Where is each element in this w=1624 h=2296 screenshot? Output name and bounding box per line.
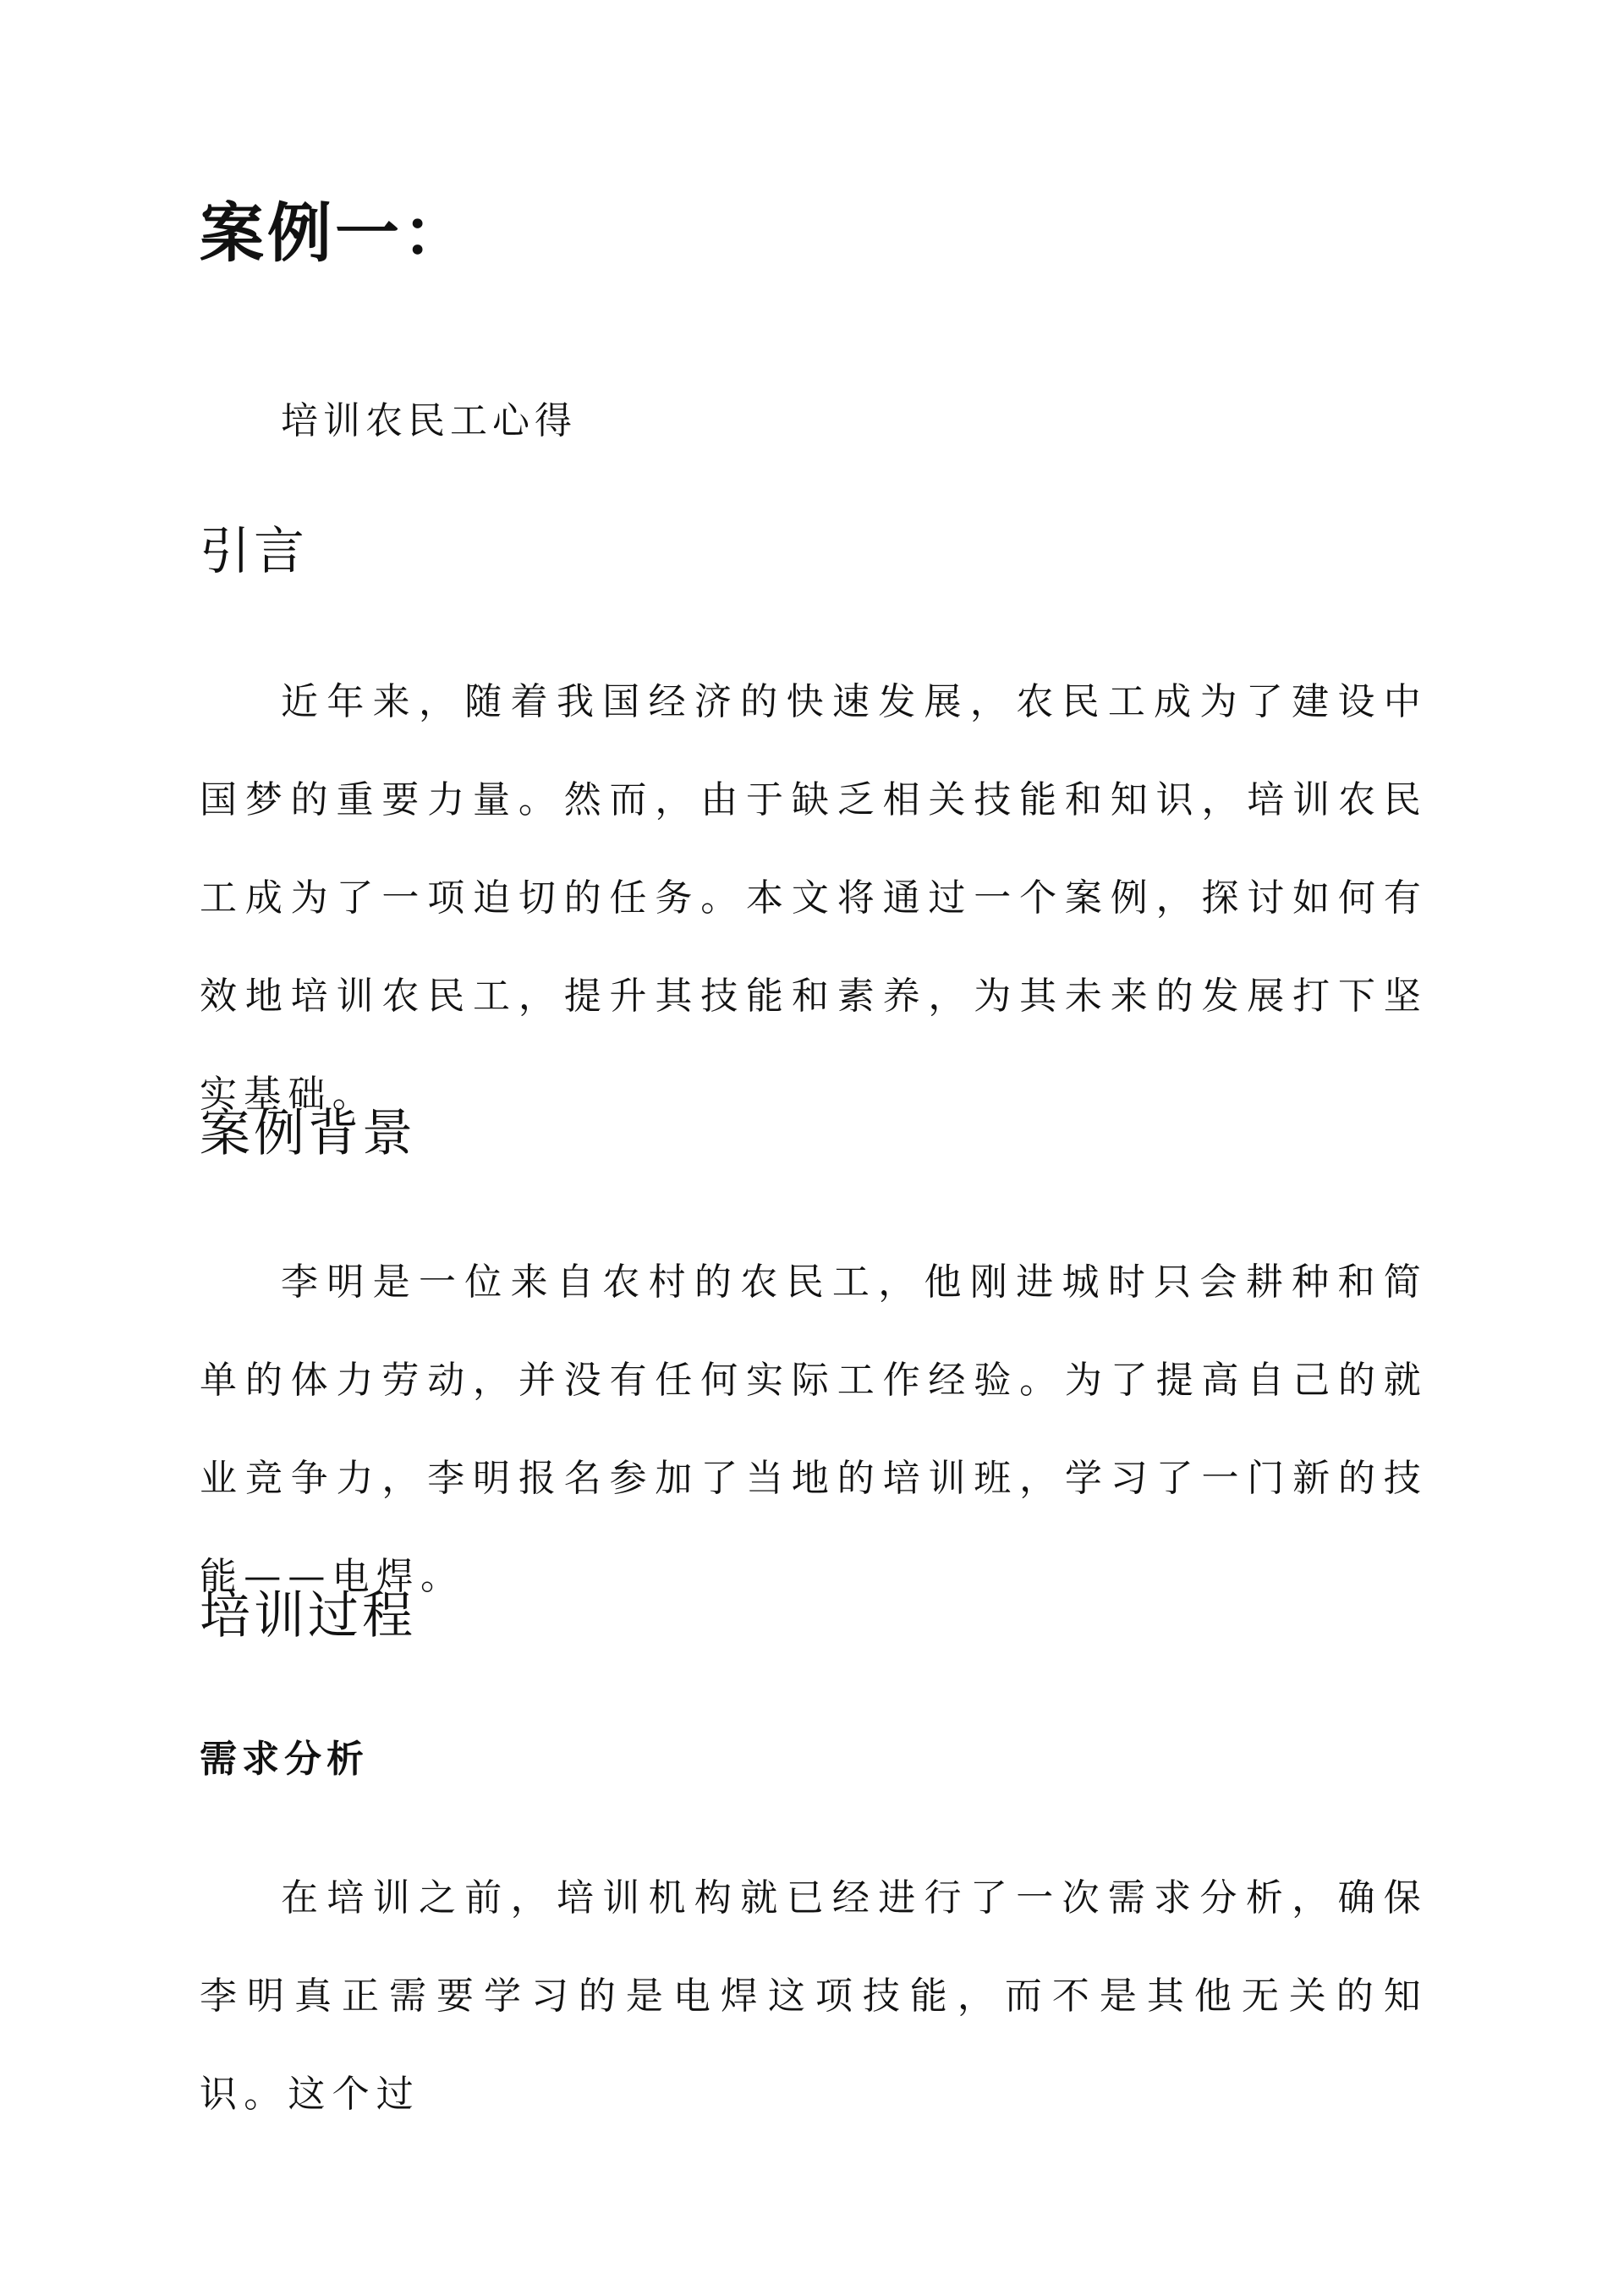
section-heading-introduction: 引言 <box>200 522 308 581</box>
document-title: 案例一： <box>200 195 470 271</box>
section-heading-background: 案例背景 <box>200 1104 416 1163</box>
section-paragraph-introduction: 近年来，随着我国经济的快速发展，农民工成为了建设中国梦的重要力量。然而，由于缺乏相关技能和知识，培训农民工成为了一项迫切的任务。本文将通过一个案例，探讨如何有效地培训农民工，提升其技能和素养，为其未来的发展打下坚实基础。 <box>200 680 1428 1116</box>
subsection-heading-needs-analysis: 需求分析 <box>200 1738 369 1781</box>
section-heading-training-process: 培训过程 <box>200 1586 416 1645</box>
section-paragraph-background: 李明是一位来自农村的农民工，他刚进城时只会耕种和简单的体力劳动，并没有任何实际工作经验。为了提高自己的就业竞争力，李明报名参加了当地的培训班，学习了一门新的技能——电焊。 <box>200 1261 1428 1598</box>
section-paragraph-needs-analysis: 在培训之前，培训机构就已经进行了一次需求分析，确保李明真正需要学习的是电焊这项技能，而不是其他无关的知识。这个过 <box>200 1876 1428 2116</box>
document-subtitle: 培训农民工心得 <box>281 399 577 442</box>
